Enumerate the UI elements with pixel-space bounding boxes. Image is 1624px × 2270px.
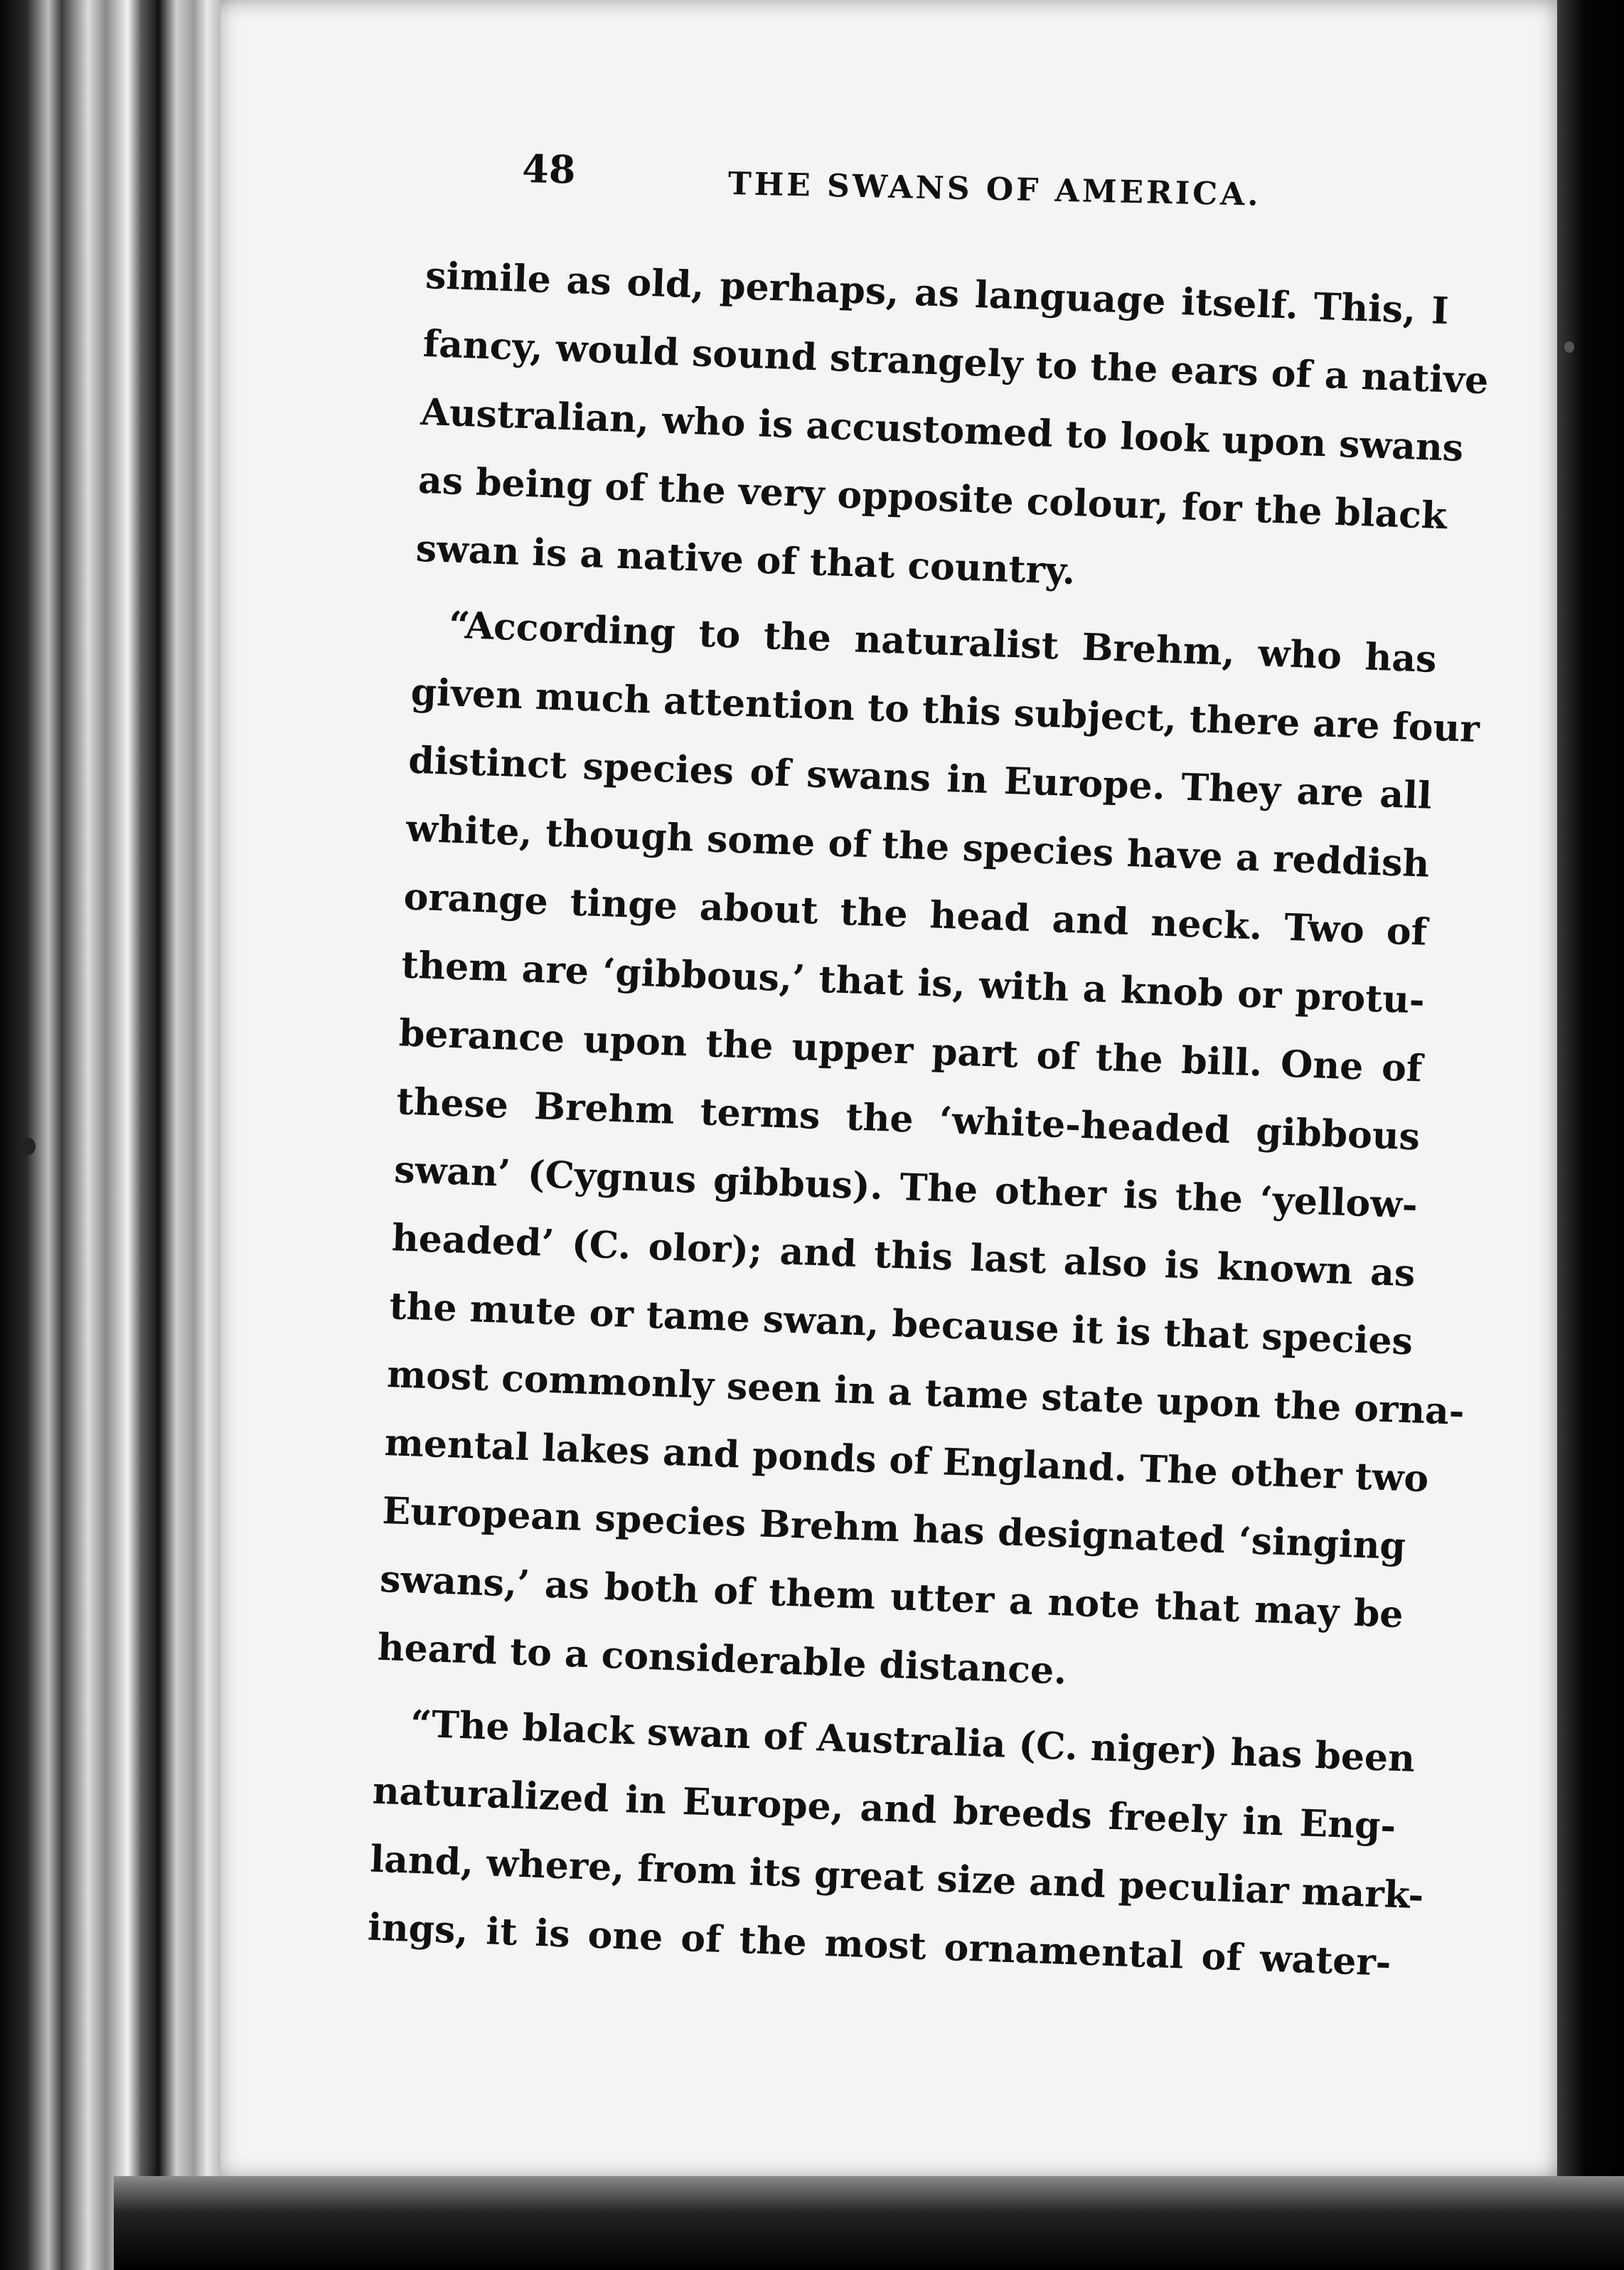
book-spine bbox=[0, 0, 220, 2270]
text-line: Australian, who is accustomed to look upon swans bbox=[420, 390, 1465, 471]
text-line: headed’ (C. olor); and this last also is known as bbox=[391, 1216, 1416, 1296]
text-line: “According to the naturalist Brehm, who has bbox=[448, 603, 1438, 681]
text-line: mental lakes and ponds of England. The other two bbox=[383, 1420, 1430, 1501]
scan-speck bbox=[21, 1138, 36, 1155]
text-line: “The black swan of Australia (C. niger) has been bbox=[410, 1702, 1416, 1781]
text-line: berance upon the upper part of the bill. One of bbox=[398, 1011, 1423, 1091]
text-line: simile as old, perhaps, as language itself. This, I bbox=[424, 253, 1450, 334]
text-line: fancy, would sound strangely to the ears of a native bbox=[422, 321, 1490, 403]
text-line: ings, it is one of the most ornamental of water- bbox=[367, 1905, 1392, 1985]
text-line: swans,’ as both of them utter a note that may be bbox=[379, 1557, 1404, 1637]
text-line: white, though some of the species have a reddish bbox=[405, 806, 1431, 886]
scan-speck bbox=[1564, 341, 1574, 353]
paragraph bbox=[415, 242, 1490, 619]
text-line: swan’ (Cygnus gibbus). The other is the ‘yellow- bbox=[393, 1148, 1419, 1227]
page-edge-bottom bbox=[114, 2176, 1624, 2270]
text-line: swan is a native of that country. bbox=[415, 526, 1077, 594]
text-line: them are ‘gibbous,’ that is, with a knob or protu- bbox=[400, 943, 1426, 1023]
running-title: THE SWANS OF AMERICA. bbox=[727, 166, 1262, 213]
page-number: 48 bbox=[521, 146, 577, 193]
text-line: given much attention to this subject, there are four bbox=[410, 670, 1480, 752]
paragraph bbox=[376, 590, 1480, 1717]
text-line: naturalized in Europe, and breeds freely in Eng- bbox=[371, 1769, 1397, 1848]
body-text bbox=[367, 242, 1490, 1998]
text-line: most commonly seen in a tame state upon the orna- bbox=[386, 1353, 1465, 1434]
text-line: as being of the very opposite colour, for the black bbox=[417, 458, 1448, 538]
page-edge-right bbox=[1557, 0, 1624, 2270]
text-line: these Brehm terms the ‘white-headed gibbous bbox=[395, 1080, 1421, 1159]
paragraph bbox=[367, 1689, 1425, 1998]
text-line: distinct species of swans in Europe. They are all bbox=[407, 738, 1433, 818]
text-line: orange tinge about the head and neck. Two of bbox=[402, 875, 1428, 954]
text-line: the mute or tame swan, because it is that species bbox=[388, 1284, 1414, 1364]
text-line: land, where, from its great size and peculiar mark- bbox=[369, 1837, 1425, 1918]
text-line: European species Brehm has designated ‘singing bbox=[381, 1488, 1406, 1569]
text-line: heard to a considerable distance. bbox=[376, 1625, 1068, 1693]
